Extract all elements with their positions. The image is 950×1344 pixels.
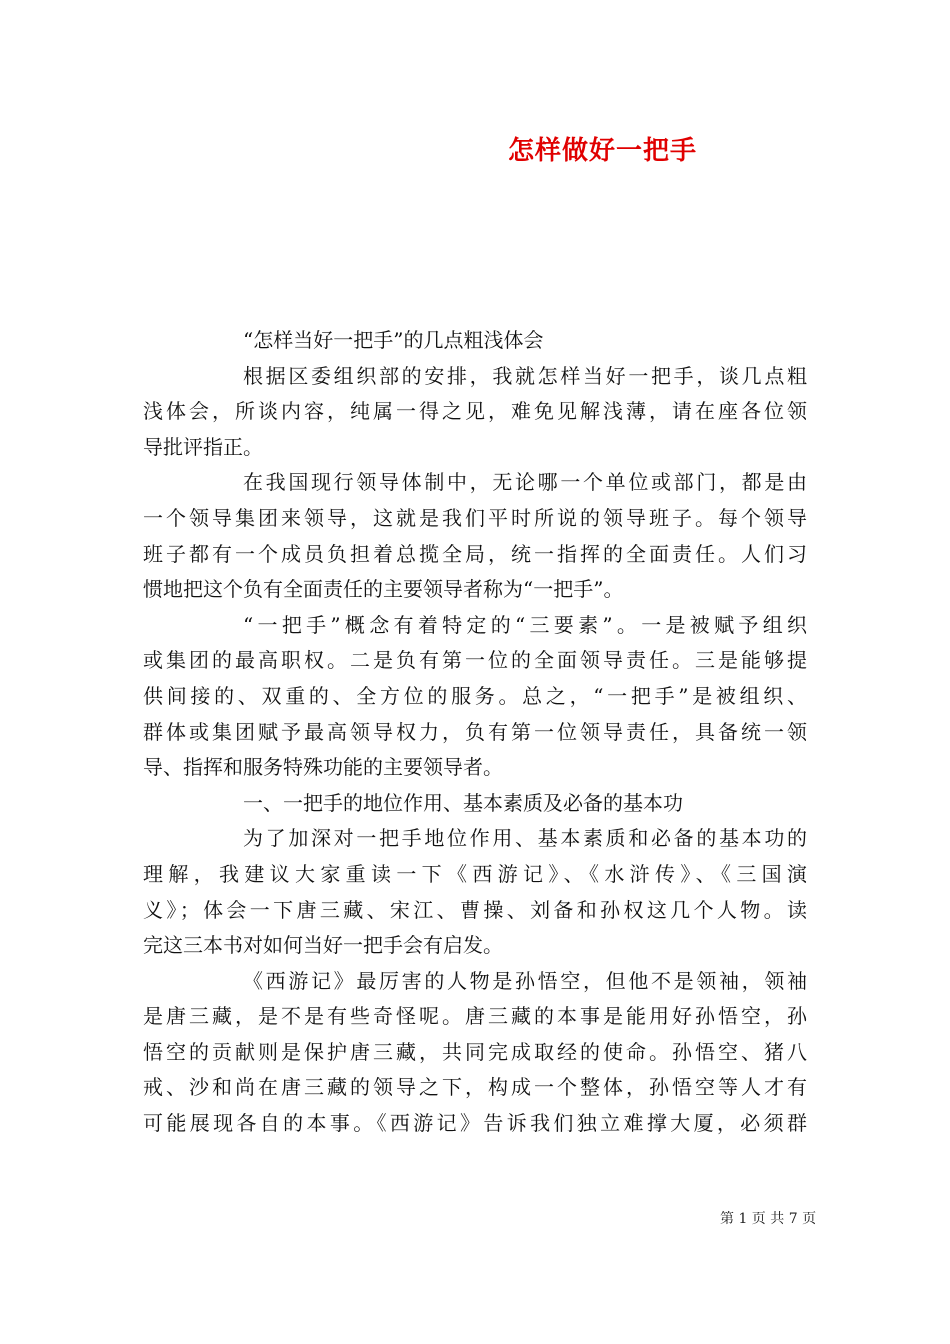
text-line: 可能展现各自的本事。《西游记》告诉我们独立难撑大厦，必须群: [143, 1111, 807, 1136]
text-line: 群体或集团赋予最高领导权力，负有第一位领导责任，具备统一领: [143, 719, 807, 744]
text-line: 导批评指正。: [143, 434, 263, 459]
text-line: 根据区委组织部的安排，我就怎样当好一把手，谈几点粗: [243, 363, 807, 388]
text-line: “一把手”概念有着特定的“三要素”。一是被赋予组织: [243, 612, 807, 637]
text-line: 义》；体会一下唐三藏、宋江、曹操、刘备和孙权这几个人物。读: [143, 897, 807, 922]
text-line: 《西游记》最厉害的人物是孙悟空，但他不是领袖，领袖: [243, 968, 807, 993]
text-line: 或集团的最高职权。二是负有第一位的全面领导责任。三是能够提: [143, 648, 807, 673]
text-line: 浅体会，所谈内容，纯属一得之见，难免见解浅薄，请在座各位领: [143, 399, 807, 424]
text-line: 完这三本书对如何当好一把手会有启发。: [143, 933, 503, 958]
text-line: 理解，我建议大家重读一下《西游记》、《水浒传》、《三国演: [143, 861, 807, 886]
text-line: 悟空的贡献则是保护唐三藏，共同完成取经的使命。孙悟空、猪八: [143, 1039, 807, 1064]
text-line: 供间接的、双重的、全方位的服务。总之，“一把手”是被组织、: [143, 683, 807, 708]
section-heading: 一、一把手的地位作用、基本素质及必备的基本功: [243, 790, 683, 815]
text-line: 在我国现行领导体制中，无论哪一个单位或部门，都是由: [243, 470, 807, 495]
text-line: 为了加深对一把手地位作用、基本素质和必备的基本功的: [243, 826, 807, 851]
text-line: 戒、沙和尚在唐三藏的领导之下，构成一个整体，孙悟空等人才有: [143, 1075, 807, 1100]
text-line: 班子都有一个成员负担着总揽全局，统一指挥的全面责任。人们习: [143, 541, 807, 566]
text-line: 一个领导集团来领导，这就是我们平时所说的领导班子。每个领导: [143, 505, 807, 530]
document-title: 怎样做好一把手: [508, 136, 698, 166]
text-line: “怎样当好一把手”的几点粗浅体会: [243, 328, 544, 352]
page-number: 第 1 页 共 7 页: [720, 1211, 817, 1227]
document-body: [143, 323, 807, 1142]
text-line: 是唐三藏，是不是有些奇怪呢。唐三藏的本事是能用好孙悟空，孙: [143, 1004, 807, 1029]
text-line: 导、指挥和服务特殊功能的主要领导者。: [143, 755, 503, 780]
text-line: 惯地把这个负有全面责任的主要领导者称为“一把手”。: [143, 577, 624, 602]
